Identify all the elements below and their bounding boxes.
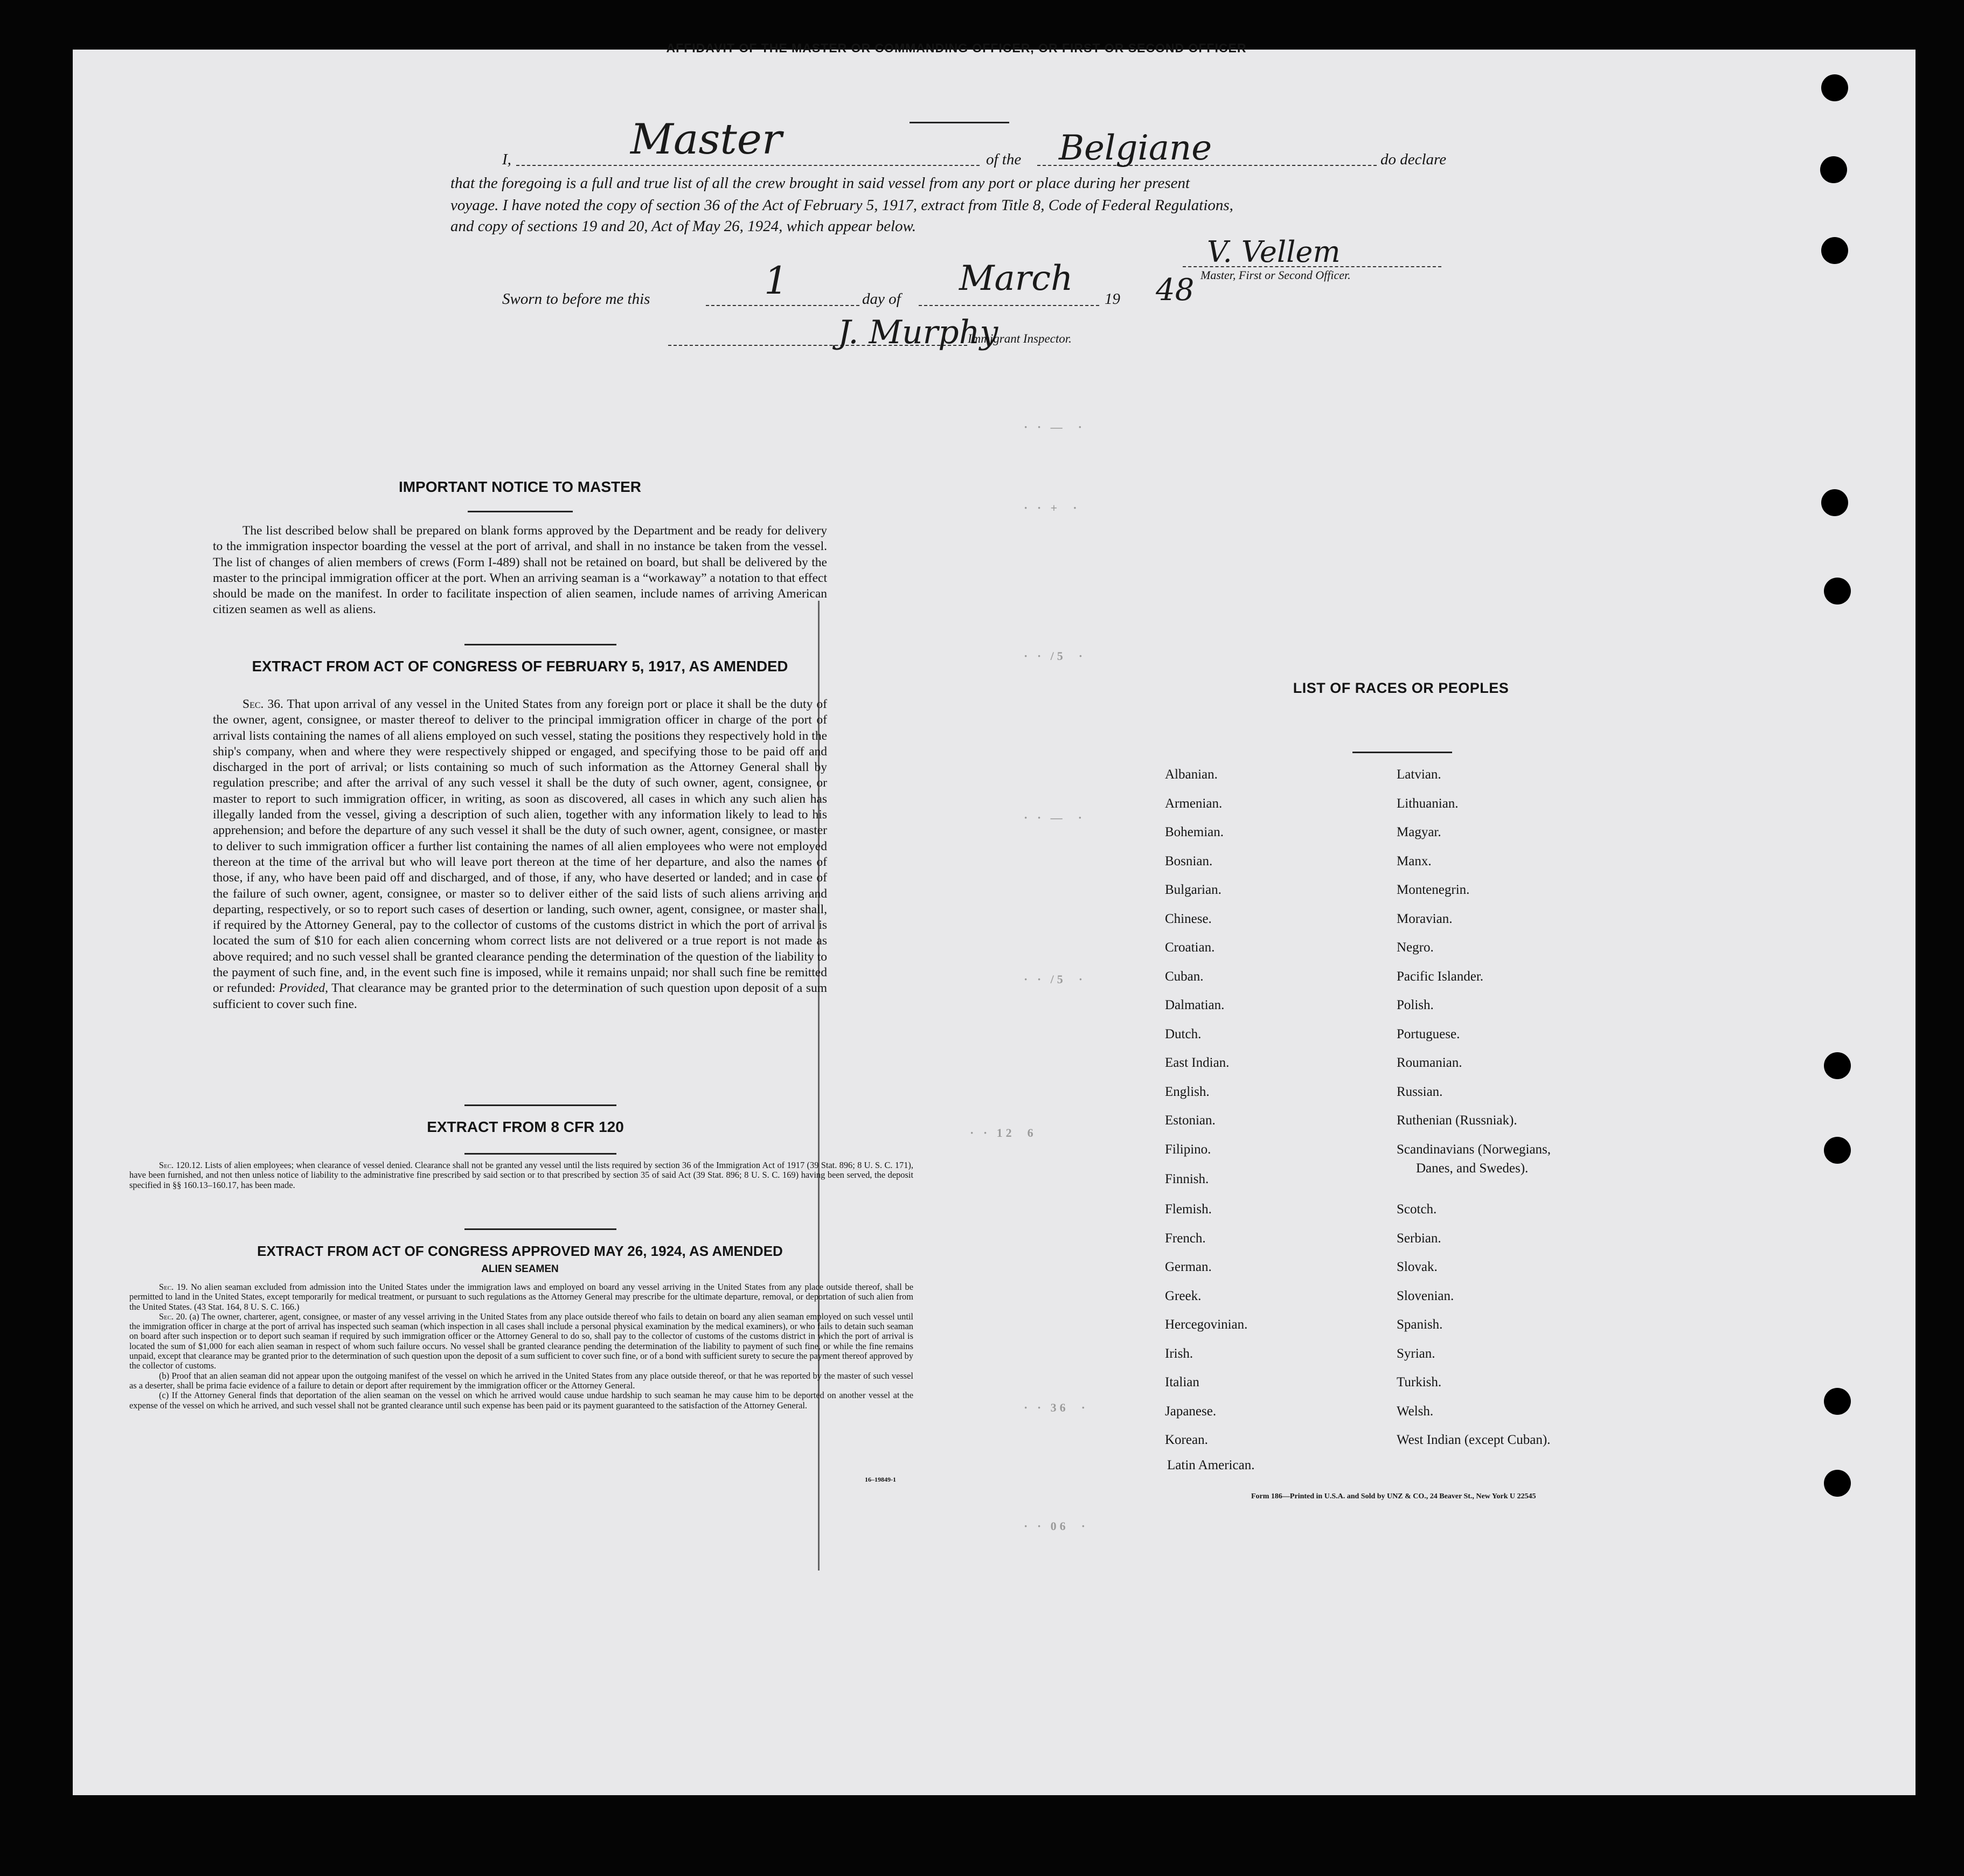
punch-hole bbox=[1824, 1470, 1851, 1497]
race-item: Ruthenian (Russniak). bbox=[1397, 1113, 1517, 1128]
race-item: Slovenian. bbox=[1397, 1289, 1454, 1303]
race-item: Chinese. bbox=[1165, 912, 1212, 926]
race-item: Irish. bbox=[1165, 1346, 1193, 1361]
sec-20c-text: (c) If the Attorney General finds that deportation of the alien seaman on the vessel on which he arrived would cause undue hardship to such seaman he may cause him to be deported on another vessel at the expense of the vessel on which he arrived, and such vessel shall not be granted clearance until such expense has been paid or its payment guaranteed to the satisfaction of the Attorney General. bbox=[129, 1390, 913, 1411]
race-item: Cuban. bbox=[1165, 969, 1204, 984]
extract-1917-body bbox=[213, 697, 827, 1012]
declaration-do-declare: do declare bbox=[1380, 151, 1447, 168]
sworn-year-prefix: 19 bbox=[1105, 290, 1120, 308]
bleed-through-mark: · · /5 · bbox=[1024, 649, 1086, 663]
handwritten-master: Master bbox=[630, 115, 782, 164]
officer-signature-line bbox=[1183, 266, 1441, 267]
race-item: Danes, and Swedes). bbox=[1416, 1161, 1529, 1176]
sec-19-label: Sec. 19. bbox=[159, 1282, 188, 1292]
sec-20a-text: (a) The owner, charterer, agent, consignee, or master of any vessel arriving in the United States from any place outside thereof who fails to detain on board any alien seaman employed on such vessel until the immigration officer in charge at the port of arrival has inspected such seaman (which inspection in all cases shall include a personal physical examination by the medical examiners), or who fails to detain such seaman on board after such inspection or to deport such seaman if required by such immigration officer or the Attorney General to do so, shall pay to the collector of customs of the customs district in which the port of arrival is located the sum of $1,000 for each alien seaman in respect of whom such failure occurs. No vessel shall be granted clearance pending the determination of the liability to payment of such fine, or while the fine remains unpaid, except that clearance may be granted prior to the determination of such question upon the deposit of a sum sufficient to cover such fine, or of a bond with sufficient surety to secure the payment thereof approved by the collector of customs. bbox=[129, 1311, 913, 1371]
punch-hole bbox=[1824, 1137, 1851, 1164]
race-item: Pacific Islander. bbox=[1397, 969, 1484, 984]
race-item: Spanish. bbox=[1397, 1317, 1443, 1332]
race-item: Finnish. bbox=[1165, 1172, 1209, 1186]
declaration-line-3: voyage. I have noted the copy of section 36 of the Act of February 5, 1917, extract from Title 8, Code of Federal Regulations, bbox=[450, 197, 1233, 214]
notice-paragraph: The list described below shall be prepared on blank forms approved by the Department and be ready for delivery to the immigration inspector boarding the vessel at the port of arrival, and shall in no instance be taken from the vessel. The list of changes of alien members of crews (Form I-489) shall not be retained on board, but shall be delivered by the master to the principal immigration officer at the port. When an arriving seaman is a “workaway” a notation to that effect should be made on the manifest. In order to facilitate inspection of alien seamen, include names of arriving American citizen seamen as well as aliens. bbox=[213, 524, 828, 617]
race-item: Portuguese. bbox=[1397, 1027, 1460, 1041]
race-item: German. bbox=[1165, 1260, 1212, 1274]
race-item: Flemish. bbox=[1165, 1202, 1212, 1217]
bleed-through-mark: · · /5 · bbox=[1024, 972, 1086, 986]
race-item: Negro. bbox=[1397, 940, 1434, 955]
bleed-through-mark: · · — · bbox=[1024, 420, 1086, 434]
section-divider bbox=[464, 1153, 616, 1155]
race-item: Turkish. bbox=[1397, 1375, 1442, 1389]
sworn-day-line bbox=[706, 305, 859, 306]
alien-seamen-subtitle: ALIEN SEAMEN bbox=[481, 1263, 559, 1275]
bleed-through-mark: · · 36 · bbox=[1024, 1401, 1089, 1414]
race-item: Estonian. bbox=[1165, 1113, 1216, 1128]
race-item: Welsh. bbox=[1397, 1404, 1434, 1419]
bleed-through-mark: · · 06 · bbox=[1024, 1519, 1089, 1533]
inspector-signature: J. Murphy bbox=[838, 314, 998, 351]
race-item: Slovak. bbox=[1397, 1260, 1438, 1274]
race-item: East Indian. bbox=[1165, 1055, 1230, 1070]
bleed-through-mark: · · — · bbox=[1024, 811, 1086, 824]
officer-signature: V. Vellem bbox=[1207, 235, 1341, 269]
form-code: 16–19849-1 bbox=[865, 1476, 896, 1483]
title-divider bbox=[910, 122, 1009, 123]
printer-footer: Form 186—Printed in U.S.A. and Sold by UNZ & CO., 24 Beaver St., New York U 22545 bbox=[1251, 1492, 1536, 1500]
punch-hole bbox=[1821, 489, 1848, 516]
punch-hole bbox=[1821, 237, 1848, 264]
race-item: Latvian. bbox=[1397, 767, 1441, 782]
race-item: Hercegovinian. bbox=[1165, 1317, 1248, 1332]
notice-divider bbox=[468, 511, 573, 512]
declaration-of-the: of the bbox=[986, 151, 1022, 168]
cfr-title: EXTRACT FROM 8 CFR 120 bbox=[427, 1118, 624, 1135]
extract-1924-title: EXTRACT FROM ACT OF CONGRESS APPROVED MAY 26, 1924, AS AMENDED bbox=[257, 1243, 783, 1259]
race-item: Manx. bbox=[1397, 854, 1432, 868]
race-item: Magyar. bbox=[1397, 825, 1441, 839]
punch-hole bbox=[1824, 578, 1851, 605]
races-title: LIST OF RACES OR PEOPLES bbox=[1293, 680, 1509, 696]
race-item: Syrian. bbox=[1397, 1346, 1435, 1361]
declaration-line-2: that the foregoing is a full and true list of all the crew brought in said vessel from any port or place during her present bbox=[450, 175, 1190, 192]
sec-120-text: Lists of alien employees; when clearance of vessel denied. Clearance shall not be granted any vessel until the lists required by section 36 of the Immigration Act of 1917 (39 Stat. 896; 8 U. S. C. 171), have been furnished, and not then unless notice of liability to the administrative fine prescribed by said section or to that prescribed by section 35 of said Act (39 Stat. 896; 8 U. S. C. 169) having been served, the deposit specified in §§ 160.13–160.17, has been made. bbox=[129, 1160, 913, 1190]
race-item: Armenian. bbox=[1165, 796, 1223, 811]
provided-label: Provided, bbox=[279, 981, 328, 996]
handwritten-year: 48 bbox=[1156, 273, 1195, 308]
punch-hole bbox=[1824, 1388, 1851, 1415]
section-divider bbox=[464, 1228, 616, 1230]
sec-36-text-end: That clearance may be granted prior to the determination of such question upon deposit of a sum sufficient to cover such fine. bbox=[213, 981, 828, 1011]
race-item: Scotch. bbox=[1397, 1202, 1437, 1217]
race-item: Scandinavians (Norwegians, bbox=[1397, 1142, 1551, 1157]
race-item: Dalmatian. bbox=[1165, 998, 1225, 1012]
notice-body bbox=[213, 523, 827, 618]
sworn-day-of: day of bbox=[862, 290, 901, 308]
declaration-line-4: and copy of sections 19 and 20, Act of May 26, 1924, which appear below. bbox=[450, 218, 916, 235]
race-item: Albanian. bbox=[1165, 767, 1218, 782]
sec-36-label: Sec. 36. bbox=[242, 697, 283, 711]
sec-36-text: That upon arrival of any vessel in the United States from any foreign port or place it shall be the duty of the owner, agent, consignee, or master thereof to deliver to the principal immigration officer in charge of the port of arrival lists containing the names of all aliens employed on such vessel, stating the positions they respectively hold in the ship's company, when and where they were respectively shipped or engaged, and specifying those to be paid off and discharged in the port of arrival; or lists containing so much of such information as the Attorney General shall by regulation prescribe; and after the arrival of any such vessel it shall be the duty of such owner, agent, consignee, or master to report to such immigration officer, in writing, as soon as discovered, all cases in which any such alien has illegally landed from the vessel, giving a description of such alien, together with any information likely to lead to his apprehension; and before the departure of any such vessel it shall be the duty of such owner, agent, consignee, or master to deliver to such immigration officer a further list containing the names of all alien employees who were not employed thereon at the time of the arrival but who will leave port thereon at the time of her departure, and also the names of those, if any, who have been paid off and discharged, and of those, if any, who have deserted or landed; and in case of the failure of such owner, agent, consignee, or master so to deliver either of the said lists of such aliens arriving and departing, respectively, or so to report such cases of desertion or landing, such owner, agent, consignee, or master shall, if required by the Attorney General, pay to the collector of customs of the customs district in which the port of arrival is located the sum of $10 for each alien concerning whom correct lists are not delivered or a true report is not made as above required; and no such vessel shall be granted clearance pending the determination of the question of the liability to the payment of such fine, and, in the event such fine is imposed, while it remains unpaid; nor shall such fine be remitted or refunded: bbox=[213, 697, 828, 996]
race-item: Bosnian. bbox=[1165, 854, 1213, 868]
race-item: Montenegrin. bbox=[1397, 883, 1470, 897]
race-item: Dutch. bbox=[1165, 1027, 1202, 1041]
race-item: Latin American. bbox=[1167, 1458, 1255, 1472]
sec-120-label: Sec. 120.12. bbox=[159, 1160, 203, 1170]
officer-caption: Master, First or Second Officer. bbox=[1200, 268, 1351, 282]
handwritten-month: March bbox=[959, 259, 1073, 298]
punch-hole bbox=[1820, 156, 1847, 183]
race-item: Russian. bbox=[1397, 1085, 1443, 1099]
sworn-month-line bbox=[919, 305, 1099, 306]
race-item: English. bbox=[1165, 1085, 1210, 1099]
race-item: Serbian. bbox=[1397, 1231, 1441, 1246]
race-item: Greek. bbox=[1165, 1289, 1202, 1303]
sworn-prefix: Sworn to before me this bbox=[502, 290, 650, 308]
punch-hole bbox=[1821, 74, 1848, 101]
cfr-body bbox=[129, 1161, 913, 1190]
race-item: Moravian. bbox=[1397, 912, 1453, 926]
extract-1924-body bbox=[129, 1282, 913, 1411]
handwritten-vessel: Belgiane bbox=[1059, 128, 1212, 168]
sec-20b-text: (b) Proof that an alien seaman did not appear upon the outgoing manifest of the vessel on which he arrived in the United States from any place outside thereof, or that he was reported by the master of such vessel as a deserter, shall be prima facie evidence of a failure to detain or deport after requirement by the immigration officer or the Attorney General. bbox=[129, 1370, 913, 1391]
affidavit-title: AFFIDAVIT OF THE MASTER OR COMMANDING OFFICER, OR FIRST OR SECOND OFFICER bbox=[666, 41, 1247, 55]
race-item: Roumanian. bbox=[1397, 1055, 1462, 1070]
bleed-through-mark: · · + · bbox=[1024, 501, 1080, 515]
master-name-line bbox=[516, 165, 980, 166]
notice-title: IMPORTANT NOTICE TO MASTER bbox=[398, 478, 642, 495]
section-divider bbox=[464, 644, 616, 645]
inspector-caption: Immigrant Inspector. bbox=[968, 332, 1072, 345]
section-divider bbox=[464, 1104, 616, 1106]
declaration-i: I, bbox=[502, 151, 511, 168]
race-item: Filipino. bbox=[1165, 1142, 1211, 1157]
sec-20-label: Sec. 20. bbox=[159, 1311, 188, 1322]
race-item: Italian bbox=[1165, 1375, 1199, 1389]
race-item: Croatian. bbox=[1165, 940, 1215, 955]
races-divider bbox=[1352, 752, 1452, 753]
sec-19-text: No alien seaman excluded from admission into the United States under the immigration laws and employed on board any vessel arriving in the United States from any place outside thereof, shall be permitted to land in the United States, except temporarily for medical treatment, or pursuant to such regulations as the Attorney General may prescribe for the ultimate departure, removal, or deportation of such alien from the United States. (43 Stat. 164, 8 U. S. C. 166.) bbox=[129, 1282, 914, 1312]
race-item: Polish. bbox=[1397, 998, 1434, 1012]
handwritten-day: 1 bbox=[764, 259, 788, 303]
race-item: Bohemian. bbox=[1165, 825, 1224, 839]
extract-1917-title: EXTRACT FROM ACT OF CONGRESS OF FEBRUARY 5, 1917, AS AMENDED bbox=[252, 658, 788, 675]
bleed-through-mark: · · 12 6 bbox=[970, 1126, 1037, 1140]
race-item: Japanese. bbox=[1165, 1404, 1217, 1419]
race-item: Korean. bbox=[1165, 1433, 1208, 1447]
race-item: French. bbox=[1165, 1231, 1206, 1246]
race-item: West Indian (except Cuban). bbox=[1397, 1433, 1551, 1447]
race-item: Bulgarian. bbox=[1165, 883, 1222, 897]
punch-hole bbox=[1824, 1052, 1851, 1079]
race-item: Lithuanian. bbox=[1397, 796, 1459, 811]
